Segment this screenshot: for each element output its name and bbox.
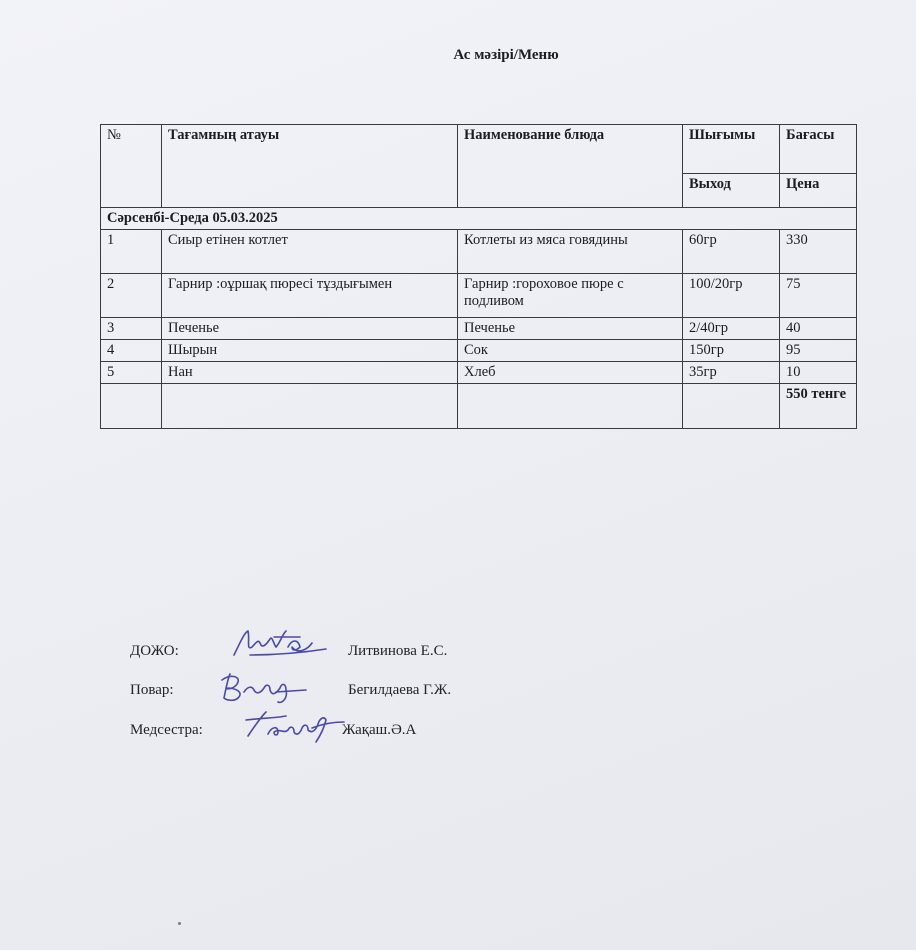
row-output: 35гр <box>683 362 780 384</box>
table-header-row <box>101 125 857 174</box>
row-name-ru: Печенье <box>458 318 683 340</box>
total-row <box>101 384 857 429</box>
header-price-kz: Бағасы <box>780 125 857 174</box>
total-empty-cell <box>683 384 780 429</box>
paper-speck <box>178 922 181 925</box>
row-output: 2/40гр <box>683 318 780 340</box>
row-name-ru: Хлеб <box>458 362 683 384</box>
signature-name: Жақаш.Ә.А <box>342 722 417 738</box>
row-name-kz: Печенье <box>162 318 458 340</box>
row-output: 100/20гр <box>683 274 780 318</box>
row-price: 40 <box>780 318 857 340</box>
row-number: 1 <box>101 230 162 274</box>
row-number: 2 <box>101 274 162 318</box>
signature-role: ДОЖО: <box>130 643 179 659</box>
row-name-ru: Сок <box>458 340 683 362</box>
row-output: 60гр <box>683 230 780 274</box>
total-empty-cell <box>458 384 683 429</box>
header-number: № <box>101 125 162 208</box>
handwritten-signature-nurse <box>242 706 352 748</box>
row-price: 10 <box>780 362 857 384</box>
table-row <box>101 274 857 318</box>
menu-table <box>100 124 857 429</box>
day-row <box>101 208 857 230</box>
signature-role: Повар: <box>130 682 174 698</box>
row-price: 95 <box>780 340 857 362</box>
table-row <box>101 340 857 362</box>
table-row <box>101 230 857 274</box>
table-row <box>101 318 857 340</box>
document-title: Ас мәзірі/Меню <box>453 47 559 63</box>
handwritten-signature-director <box>230 625 340 667</box>
table-row <box>101 362 857 384</box>
row-name-kz: Нан <box>162 362 458 384</box>
row-name-kz: Шырын <box>162 340 458 362</box>
day-label: Сәрсенбі-Среда 05.03.2025 <box>101 208 857 230</box>
row-price: 75 <box>780 274 857 318</box>
header-name-ru: Наименование блюда <box>458 125 683 208</box>
signature-name: Литвинова Е.С. <box>348 643 448 659</box>
row-price: 330 <box>780 230 857 274</box>
row-number: 5 <box>101 362 162 384</box>
signature-line-nurse <box>130 722 530 750</box>
row-name-kz: Гарнир :оұршақ пюресі тұздығымен <box>162 274 458 318</box>
header-name-kz: Тағамның атауы <box>162 125 458 208</box>
row-name-ru: Котлеты из мяса говядины <box>458 230 683 274</box>
signature-role: Медсестра: <box>130 722 203 738</box>
handwritten-signature-cook <box>216 668 316 708</box>
signature-line-director <box>130 643 530 671</box>
row-output: 150гр <box>683 340 780 362</box>
total-empty-cell <box>101 384 162 429</box>
row-name-ru: Гарнир :гороховое пюре с подливом <box>458 274 683 318</box>
row-number: 3 <box>101 318 162 340</box>
row-number: 4 <box>101 340 162 362</box>
header-output-ru: Выход <box>683 174 780 208</box>
row-name-kz: Сиыр етінен котлет <box>162 230 458 274</box>
header-price-ru: Цена <box>780 174 857 208</box>
total-sum: 550 тенге <box>780 384 857 429</box>
signature-name: Бегилдаева Г.Ж. <box>348 682 452 698</box>
total-empty-cell <box>162 384 458 429</box>
header-output-kz: Шығымы <box>683 125 780 174</box>
